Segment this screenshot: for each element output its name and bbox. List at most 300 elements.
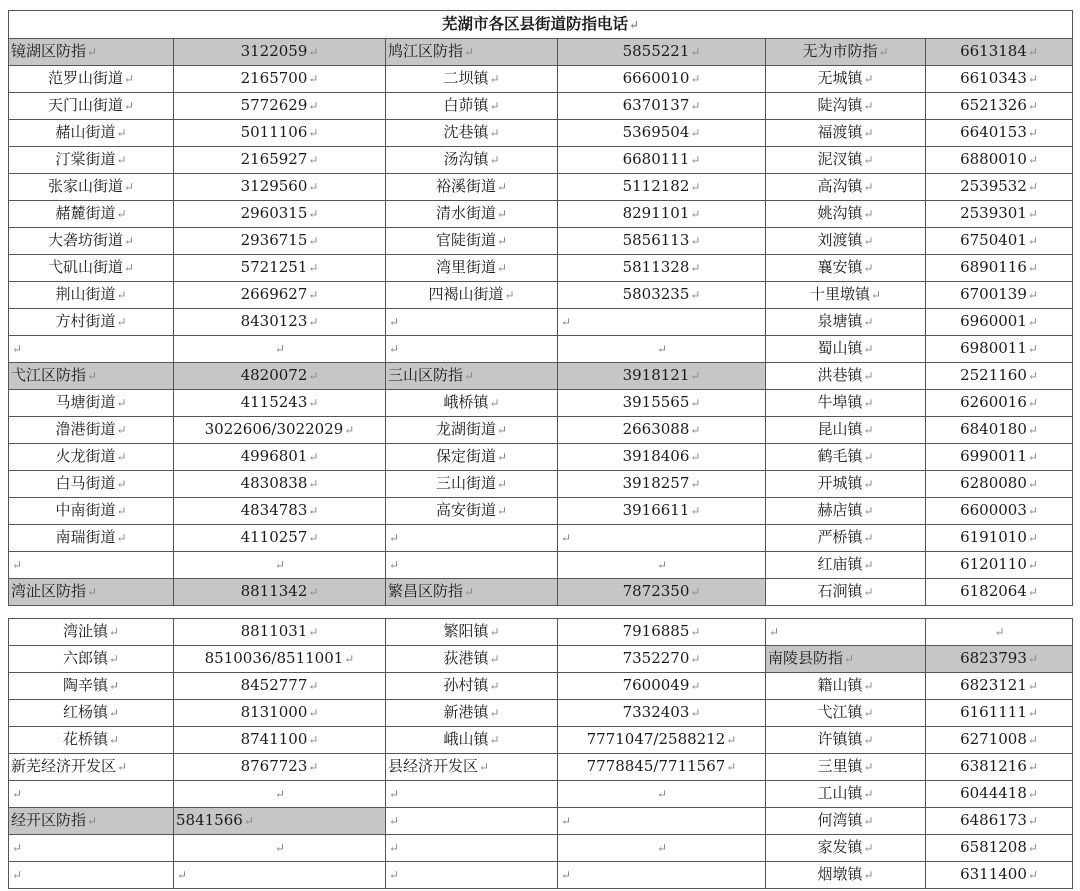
cell-text: 3918257 [622, 474, 690, 492]
paragraph-mark: ↵ [108, 625, 120, 639]
table-cell [926, 228, 1073, 255]
cell-text: 6381216 [960, 757, 1027, 775]
paragraph-mark: ↵ [116, 477, 127, 491]
cell-text: 6613184 [960, 42, 1027, 60]
table-cell [766, 700, 926, 727]
table-cell [174, 781, 386, 808]
table-cell [558, 525, 766, 552]
table-cell [386, 498, 558, 525]
table-cell [558, 147, 766, 174]
cell-text: 火龙街道 [55, 447, 116, 465]
table-cell [174, 444, 386, 471]
table-cell [558, 862, 766, 889]
cell-text: 赭麓街道 [55, 204, 116, 222]
cell-text: 5841566 [176, 811, 243, 829]
paragraph-mark: ↵ [308, 45, 319, 59]
table-cell [558, 700, 766, 727]
table-cell [926, 309, 1073, 336]
table-cell [926, 727, 1073, 754]
cell-text: 2165927 [240, 150, 308, 168]
table-cell [558, 66, 766, 93]
paragraph-mark: ↵ [308, 288, 319, 302]
table-cell [9, 66, 174, 93]
paragraph-mark: ↵ [308, 153, 319, 167]
cell-text: 6823793 [960, 649, 1027, 667]
table-cell [766, 754, 926, 781]
paragraph-mark: ↵ [489, 652, 500, 666]
table-row [9, 471, 1073, 498]
cell-text: 6980011 [960, 339, 1027, 357]
table-cell [766, 673, 926, 700]
table-cell [558, 552, 766, 579]
paragraph-mark: ↵ [690, 234, 701, 248]
table-cell [926, 754, 1073, 781]
table-row [9, 498, 1073, 525]
table-cell [174, 201, 386, 228]
paragraph-mark: ↵ [561, 531, 572, 545]
cell-text: 3918121 [622, 366, 690, 384]
table-cell [926, 93, 1073, 120]
district-header-cell [9, 39, 174, 66]
paragraph-mark: ↵ [863, 814, 874, 828]
cell-text: 6280080 [960, 474, 1027, 492]
table-cell [558, 282, 766, 309]
paragraph-mark: ↵ [496, 261, 508, 275]
table-row [9, 228, 1073, 255]
paragraph-mark: ↵ [389, 315, 400, 329]
table-row [9, 39, 1073, 66]
table-cell [9, 498, 174, 525]
table-cell [174, 471, 386, 498]
paragraph-mark: ↵ [863, 207, 874, 221]
district-header-cell [386, 579, 558, 606]
paragraph-mark: ↵ [656, 787, 668, 801]
paragraph-mark: ↵ [496, 234, 508, 248]
paragraph-mark: ↵ [690, 652, 701, 666]
table-cell [174, 646, 386, 673]
paragraph-mark: ↵ [389, 814, 400, 828]
table-cell [766, 471, 926, 498]
cell-text: 裕溪街道 [435, 177, 496, 195]
table-cell [174, 309, 386, 336]
table-cell [766, 619, 926, 646]
district-header-cell [766, 39, 926, 66]
paragraph-mark: ↵ [496, 477, 508, 491]
paragraph-mark: ↵ [863, 531, 874, 545]
table-cell [766, 336, 926, 363]
table-cell [174, 727, 386, 754]
cell-text: 陡沟镇 [817, 96, 863, 114]
paragraph-mark: ↵ [1027, 477, 1038, 491]
cell-text: 峨桥镇 [443, 393, 489, 411]
paragraph-mark: ↵ [561, 868, 572, 882]
cell-text: 红庙镇 [817, 555, 863, 573]
paragraph-mark: ↵ [863, 126, 874, 140]
paragraph-mark: ↵ [389, 558, 400, 572]
table-cell [766, 835, 926, 862]
paragraph-mark: ↵ [308, 180, 319, 194]
paragraph-mark: ↵ [87, 369, 98, 383]
paragraph-mark: ↵ [863, 261, 874, 275]
cell-text: 3916611 [622, 501, 690, 519]
table-row [9, 255, 1073, 282]
cell-text: 鹤毛镇 [817, 447, 863, 465]
paragraph-mark: ↵ [690, 477, 701, 491]
cell-text: 峨山镇 [443, 730, 489, 748]
district-header-cell [558, 39, 766, 66]
table-cell [766, 282, 926, 309]
paragraph-mark: ↵ [308, 679, 319, 693]
table-cell [174, 619, 386, 646]
paragraph-mark: ↵ [656, 558, 668, 572]
cell-text: 2960315 [240, 204, 308, 222]
cell-text: 白马街道 [55, 474, 116, 492]
cell-text: 无为市防指 [802, 42, 878, 60]
paragraph-mark: ↵ [863, 72, 874, 86]
paragraph-mark: ↵ [863, 787, 874, 801]
cell-text: 繁阳镇 [443, 622, 489, 640]
cell-text: 三里镇 [817, 757, 863, 775]
table-row [9, 120, 1073, 147]
paragraph-mark: ↵ [870, 288, 882, 302]
table-row [9, 174, 1073, 201]
table-cell [558, 390, 766, 417]
cell-text: 马塘街道 [55, 393, 116, 411]
paragraph-mark: ↵ [690, 679, 701, 693]
table-cell [174, 120, 386, 147]
table-cell [174, 754, 386, 781]
cell-text: 7916885 [622, 622, 690, 640]
table-cell [386, 174, 558, 201]
cell-text: 8741100 [240, 730, 308, 748]
paragraph-mark: ↵ [1027, 531, 1038, 545]
table-cell [9, 754, 174, 781]
table-row [9, 835, 1073, 862]
paragraph-mark: ↵ [116, 288, 127, 302]
paragraph-mark: ↵ [496, 504, 508, 518]
cell-text: 白茆镇 [443, 96, 489, 114]
table-cell [766, 120, 926, 147]
paragraph-mark: ↵ [116, 315, 127, 329]
table-row [9, 754, 1073, 781]
table-cell [926, 700, 1073, 727]
table-cell [926, 525, 1073, 552]
paragraph-mark: ↵ [87, 45, 98, 59]
cell-text: 烟墩镇 [817, 865, 863, 883]
table-row [9, 646, 1073, 673]
table-row [9, 781, 1073, 808]
table-cell [386, 808, 558, 835]
table-cell [766, 363, 926, 390]
table-cell [9, 646, 174, 673]
paragraph-mark: ↵ [863, 679, 874, 693]
paragraph-mark: ↵ [12, 558, 23, 572]
paragraph-mark: ↵ [863, 315, 874, 329]
paragraph-mark: ↵ [243, 814, 254, 828]
cell-text: 汤沟镇 [443, 150, 489, 168]
table-cell [9, 727, 174, 754]
table-title [9, 11, 1073, 39]
cell-text: 3022606/3022029 [204, 420, 344, 438]
cell-text: 7872350 [622, 582, 690, 600]
cell-text: 牛埠镇 [817, 393, 863, 411]
paragraph-mark: ↵ [308, 504, 319, 518]
paragraph-mark: ↵ [1027, 207, 1038, 221]
table-row [9, 282, 1073, 309]
paragraph-mark: ↵ [690, 126, 701, 140]
table-cell [386, 754, 558, 781]
paragraph-mark: ↵ [863, 234, 874, 248]
table-cell [174, 673, 386, 700]
cell-text: 4115243 [240, 393, 308, 411]
cell-text: 籍山镇 [817, 676, 863, 694]
cell-text: 8291101 [622, 204, 690, 222]
cell-text: 家发镇 [817, 838, 863, 856]
paragraph-mark: ↵ [116, 504, 127, 518]
table-cell [174, 525, 386, 552]
district-header-cell [174, 363, 386, 390]
paragraph-mark: ↵ [489, 706, 500, 720]
table-cell [386, 228, 558, 255]
paragraph-mark: ↵ [177, 868, 188, 882]
table-cell [558, 444, 766, 471]
cell-text: 天门山街道 [47, 96, 123, 114]
paragraph-mark: ↵ [690, 99, 701, 113]
district-header-cell [174, 579, 386, 606]
paragraph-mark: ↵ [87, 814, 98, 828]
cell-text: 南陵县防指 [768, 649, 844, 667]
table-cell [766, 174, 926, 201]
cell-text: 大砻坊街道 [47, 231, 123, 249]
cell-text: 无城镇 [817, 69, 863, 87]
paragraph-mark: ↵ [863, 369, 874, 383]
table-cell [9, 673, 174, 700]
paragraph-mark: ↵ [308, 99, 319, 113]
paragraph-mark: ↵ [1027, 234, 1038, 248]
table-cell [386, 525, 558, 552]
cell-text: 何湾镇 [817, 811, 863, 829]
cell-text: 6260016 [960, 393, 1027, 411]
cell-text: 7771047/2588212 [586, 730, 726, 748]
paragraph-mark: ↵ [863, 706, 874, 720]
cell-text: 5112182 [622, 177, 690, 195]
paragraph-mark: ↵ [274, 342, 286, 356]
table-cell [926, 619, 1073, 646]
cell-text: 5721251 [240, 258, 308, 276]
paragraph-mark: ↵ [389, 531, 400, 545]
cell-text: 三山区防指 [388, 366, 464, 384]
paragraph-mark: ↵ [308, 315, 319, 329]
table-row [9, 336, 1073, 363]
paragraph-mark: ↵ [1027, 733, 1038, 747]
cell-text: 3918406 [622, 447, 690, 465]
paragraph-mark: ↵ [489, 396, 500, 410]
cell-text: 2936715 [240, 231, 308, 249]
paragraph-mark: ↵ [308, 450, 319, 464]
district-header-cell [174, 808, 386, 835]
paragraph-mark: ↵ [1027, 126, 1038, 140]
table-cell [9, 309, 174, 336]
cell-text: 6120110 [960, 555, 1027, 573]
paragraph-mark: ↵ [863, 450, 874, 464]
table-cell [9, 120, 174, 147]
table-cell [766, 862, 926, 889]
cell-text: 四褐山街道 [428, 285, 504, 303]
paragraph-mark: ↵ [863, 477, 874, 491]
paragraph-mark: ↵ [489, 625, 500, 639]
paragraph-mark: ↵ [308, 207, 319, 221]
table-cell [558, 835, 766, 862]
cell-text: 汀棠街道 [55, 150, 116, 168]
paragraph-mark: ↵ [1027, 153, 1038, 167]
cell-text: 6161111 [960, 703, 1027, 721]
cell-text: 福渡镇 [817, 123, 863, 141]
district-header-cell [386, 39, 558, 66]
cell-text: 6521326 [960, 96, 1027, 114]
table-row [9, 579, 1073, 606]
district-header-cell [9, 579, 174, 606]
paragraph-mark: ↵ [108, 733, 120, 747]
table-cell [9, 93, 174, 120]
table-cell [558, 471, 766, 498]
table-cell [558, 120, 766, 147]
paragraph-mark: ↵ [496, 180, 508, 194]
table-cell [558, 498, 766, 525]
cell-text: 6486173 [960, 811, 1027, 829]
paragraph-mark: ↵ [116, 396, 127, 410]
cell-text: 8452777 [240, 676, 308, 694]
paragraph-mark: ↵ [1027, 396, 1038, 410]
table-cell [926, 781, 1073, 808]
district-header-cell [386, 363, 558, 390]
table-gap [8, 606, 1072, 618]
table-row [9, 552, 1073, 579]
table-cell [766, 444, 926, 471]
cell-text: 镜湖区防指 [11, 42, 87, 60]
paragraph-mark: ↵ [863, 153, 874, 167]
table-cell [558, 808, 766, 835]
cell-text: 六郎镇 [62, 649, 108, 667]
phone-table-top [8, 10, 1073, 606]
paragraph-mark: ↵ [116, 423, 127, 437]
phone-table-bottom [8, 618, 1073, 889]
cell-text: 6640153 [960, 123, 1027, 141]
table-cell [926, 835, 1073, 862]
table-cell [9, 255, 174, 282]
table-cell [926, 390, 1073, 417]
table-cell [386, 120, 558, 147]
paragraph-mark: ↵ [994, 625, 1005, 639]
table-cell [174, 336, 386, 363]
table-cell [926, 201, 1073, 228]
table-cell [9, 201, 174, 228]
table-cell [766, 552, 926, 579]
paragraph-mark: ↵ [1027, 423, 1038, 437]
cell-text: 2663088 [622, 420, 690, 438]
cell-text: 2669627 [240, 285, 308, 303]
cell-text: 弋江镇 [817, 703, 863, 721]
paragraph-mark: ↵ [1027, 288, 1038, 302]
table-cell [926, 552, 1073, 579]
paragraph-mark: ↵ [1027, 787, 1038, 801]
cell-text: 三山街道 [435, 474, 496, 492]
table-cell [386, 201, 558, 228]
table-cell [766, 228, 926, 255]
table-cell [926, 147, 1073, 174]
paragraph-mark: ↵ [489, 99, 500, 113]
paragraph-mark: ↵ [1027, 369, 1038, 383]
paragraph-mark: ↵ [389, 787, 400, 801]
cell-text: 6044418 [960, 784, 1027, 802]
table-row [9, 525, 1073, 552]
cell-text: 孙村镇 [443, 676, 489, 694]
table-cell [174, 228, 386, 255]
table-cell [386, 147, 558, 174]
paragraph-mark: ↵ [123, 72, 135, 86]
paragraph-mark: ↵ [308, 234, 319, 248]
paragraph-mark: ↵ [117, 760, 128, 774]
cell-text: 湾沚镇 [62, 622, 108, 640]
paragraph-mark: ↵ [12, 342, 23, 356]
cell-text: 4820072 [240, 366, 308, 384]
paragraph-mark: ↵ [274, 787, 286, 801]
paragraph-mark: ↵ [690, 261, 701, 275]
table-row [9, 201, 1073, 228]
paragraph-mark: ↵ [690, 288, 701, 302]
cell-text: 7332403 [622, 703, 690, 721]
table-cell [386, 255, 558, 282]
cell-text: 6890116 [960, 258, 1027, 276]
cell-text: 工山镇 [817, 784, 863, 802]
table-cell [386, 390, 558, 417]
table-row [9, 619, 1073, 646]
cell-text: 6750401 [960, 231, 1027, 249]
table-cell [386, 862, 558, 889]
table-cell [766, 309, 926, 336]
paragraph-mark: ↵ [863, 558, 874, 572]
table-cell [9, 147, 174, 174]
paragraph-mark: ↵ [308, 72, 319, 86]
paragraph-mark: ↵ [108, 652, 120, 666]
table-cell [386, 336, 558, 363]
cell-text: 7600049 [622, 676, 690, 694]
paragraph-mark: ↵ [769, 625, 780, 639]
paragraph-mark: ↵ [863, 733, 874, 747]
paragraph-mark: ↵ [504, 288, 515, 302]
cell-text: 官陡街道 [435, 231, 496, 249]
table-cell [174, 835, 386, 862]
cell-text: 6990011 [960, 447, 1027, 465]
paragraph-mark: ↵ [123, 180, 135, 194]
table-cell [766, 808, 926, 835]
table-cell [174, 93, 386, 120]
paragraph-mark: ↵ [863, 868, 874, 882]
table-row [9, 862, 1073, 889]
table-cell [386, 619, 558, 646]
table-cell [386, 727, 558, 754]
table-cell [174, 147, 386, 174]
table-cell [926, 579, 1073, 606]
table-cell [558, 646, 766, 673]
cell-text: 弋矶山街道 [47, 258, 123, 276]
paragraph-mark: ↵ [690, 585, 701, 599]
cell-text: 6600003 [960, 501, 1027, 519]
table-cell [766, 498, 926, 525]
paragraph-mark: ↵ [690, 706, 701, 720]
cell-text: 龙湖街道 [435, 420, 496, 438]
cell-text: 高沟镇 [817, 177, 863, 195]
cell-text: 8767723 [240, 757, 308, 775]
